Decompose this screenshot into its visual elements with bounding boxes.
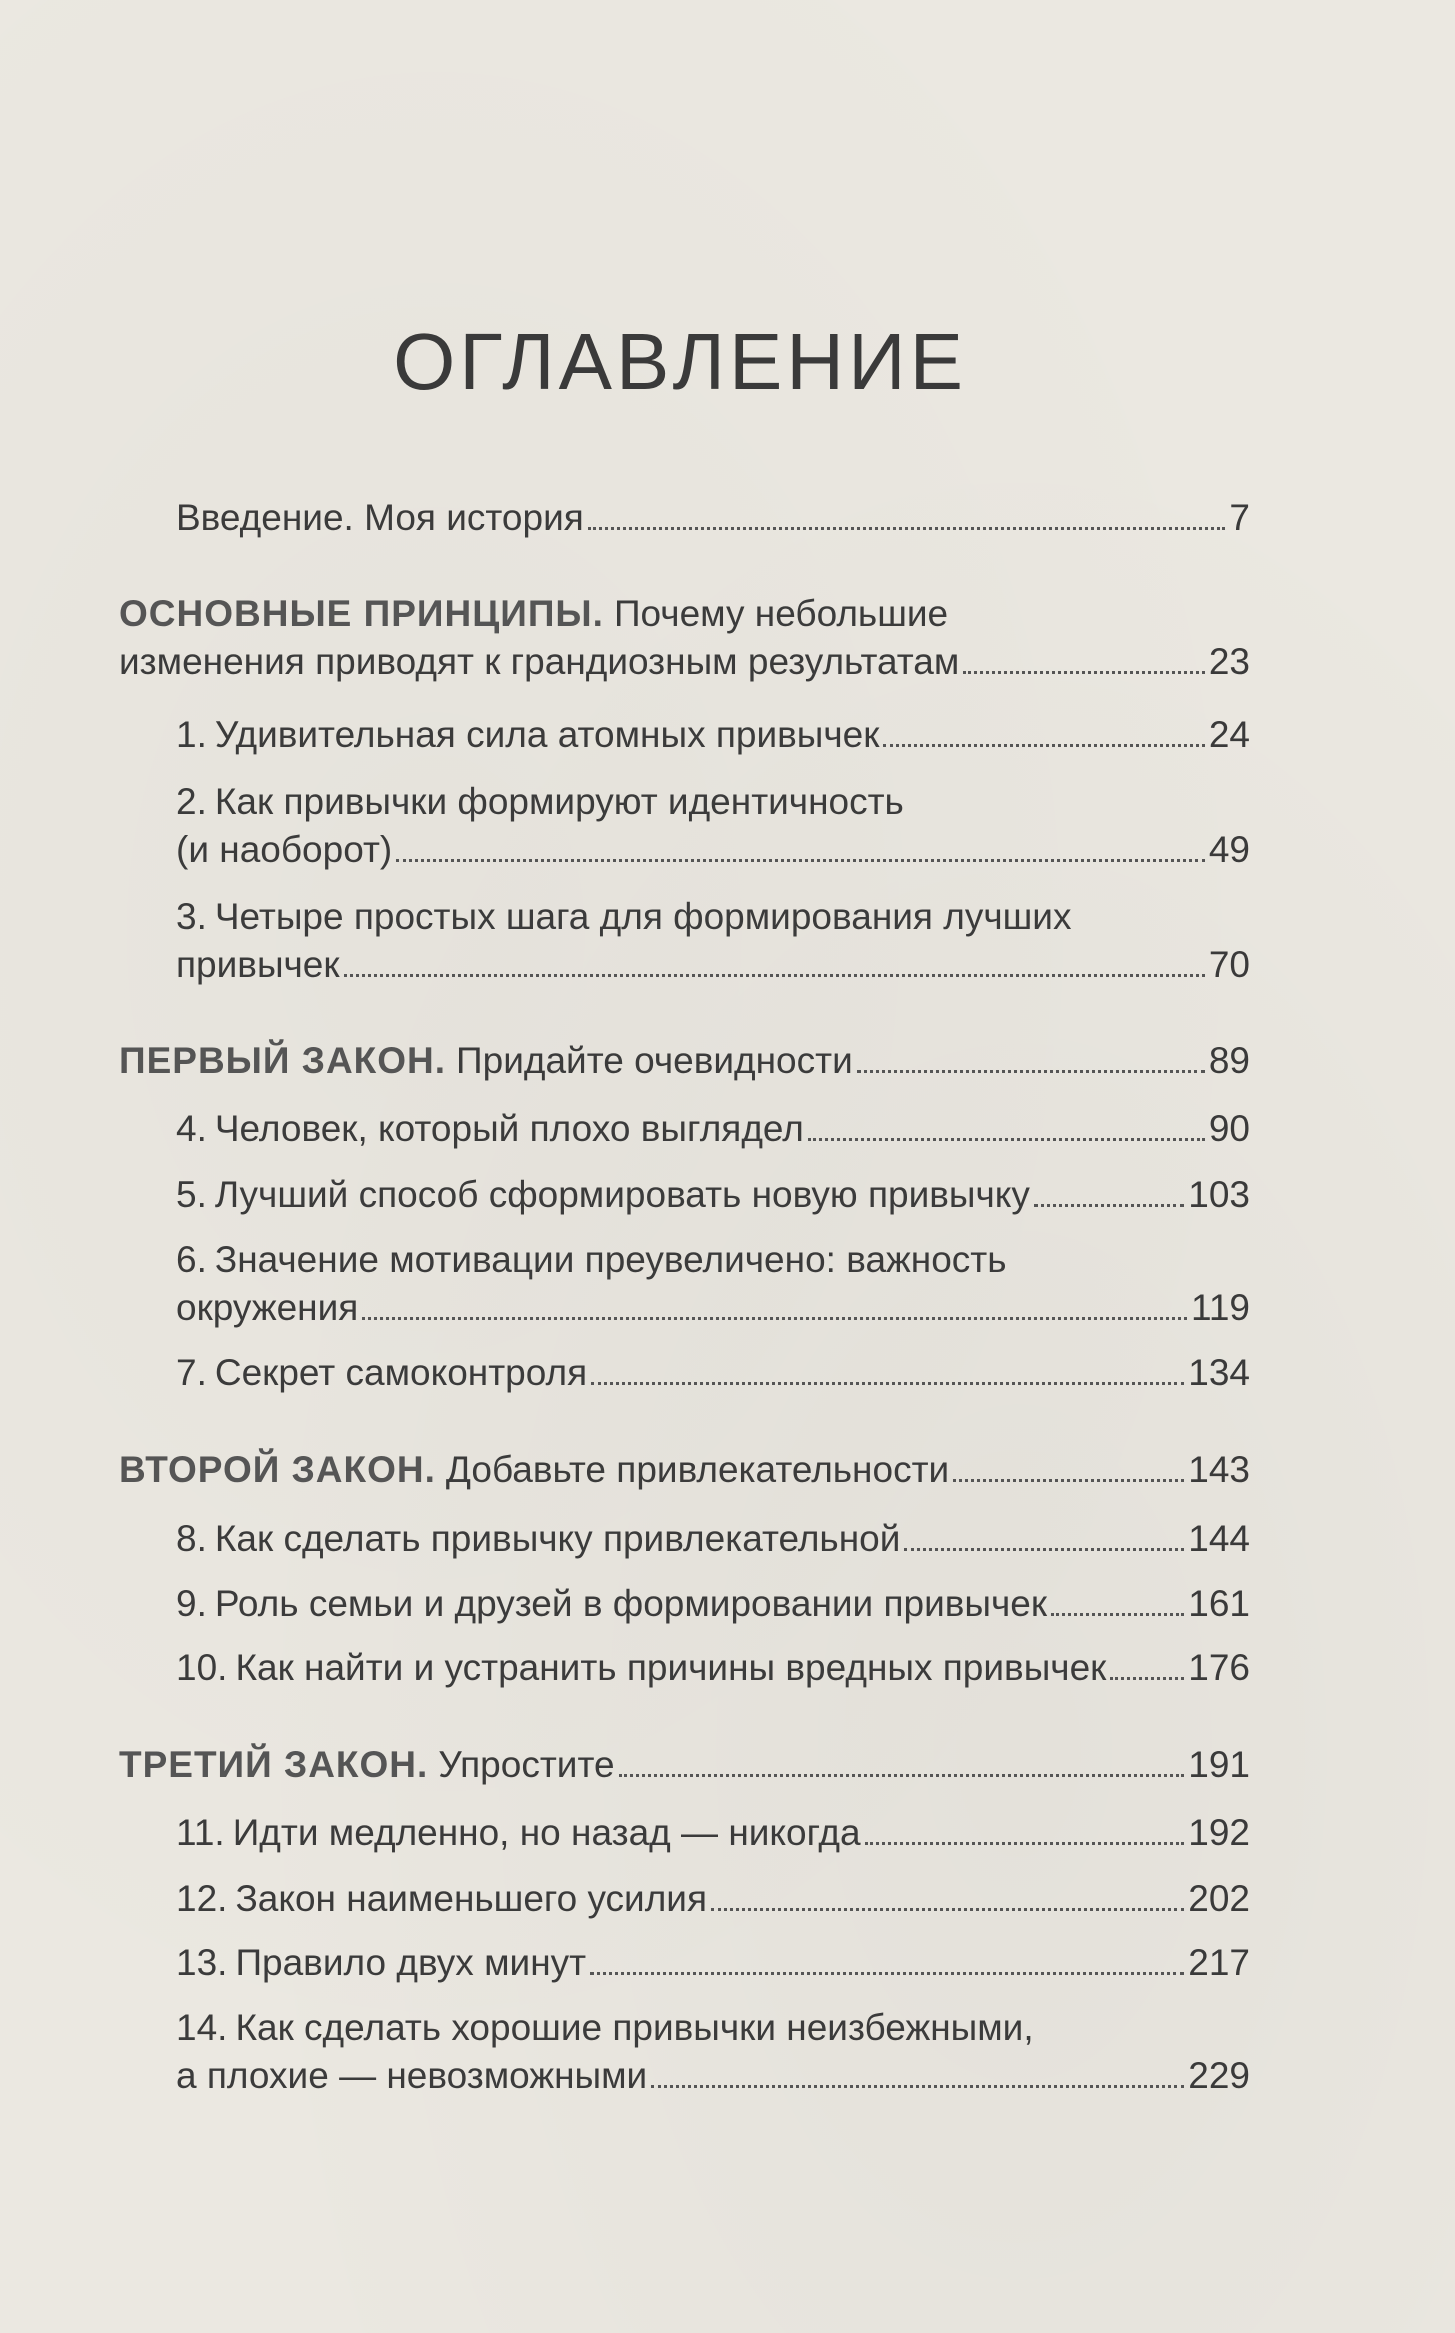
entry-title: (и наоборот) [176,829,393,870]
toc-chapter-entry[interactable] [176,1580,1250,1628]
page-number: 192 [1188,1812,1250,1853]
page-number: 23 [1208,641,1250,682]
dot-leader [857,1070,1205,1073]
entry-title: Лучший способ сформировать новую привычку [214,1174,1030,1215]
entry-title: Введение. Моя история [176,497,584,538]
toc-chapter-entry[interactable] [176,1236,1250,1332]
page-number: 176 [1188,1647,1250,1688]
part-label: ВТОРОЙ ЗАКОН. [119,1449,436,1490]
entry-title: Как привычки формируют идентичность [214,781,904,822]
dot-leader [963,671,1205,674]
toc-line [176,826,1250,874]
toc-part-entry[interactable] [119,1446,1250,1494]
entry-title: Человек, который плохо выглядел [214,1108,804,1149]
toc-line [119,638,1250,686]
chapter-number: 4. [176,1108,207,1149]
entry-title: Добавьте привлекательности [445,1449,950,1490]
toc-line [176,1939,1250,1987]
page-number: 70 [1208,944,1250,985]
toc-line [176,1236,1250,1284]
page-number: 217 [1188,1942,1250,1983]
toc-line [176,1284,1250,1332]
toc-chapter-entry[interactable] [176,2004,1250,2100]
page-number: 119 [1191,1287,1250,1328]
toc-line [176,1171,1250,1219]
toc-line [119,1037,1250,1085]
toc-chapter-entry[interactable] [176,778,1250,874]
dot-leader [883,744,1204,747]
toc-chapter-entry[interactable] [176,1171,1250,1219]
dot-leader [711,1908,1184,1911]
entry-title: Идти медленно, но назад — никогда [232,1812,861,1853]
toc-line [176,1875,1250,1923]
dot-leader [344,974,1205,977]
dot-leader [619,1774,1185,1777]
toc-line [176,1349,1250,1397]
toc-line [119,1446,1250,1494]
page-number: 229 [1188,2055,1250,2096]
toc-line [176,2004,1250,2052]
toc-chapter-entry[interactable] [176,1644,1250,1692]
toc-chapter-entry[interactable] [176,1875,1250,1923]
toc-line [176,711,1250,759]
entry-title: Придайте очевидности [456,1040,853,1081]
chapter-number: 1. [176,714,207,755]
toc-line [119,590,1250,638]
entry-title: изменения приводят к грандиозным результатам [119,641,960,682]
dot-leader [1051,1613,1184,1616]
chapter-number: 5. [176,1174,207,1215]
toc-chapter-entry[interactable] [176,1939,1250,1987]
toc-line [176,1515,1250,1563]
chapter-number: 14. [176,2007,228,2048]
entry-title: Упростите [438,1744,615,1785]
chapter-number: 12. [176,1878,228,1919]
dot-leader [362,1317,1187,1320]
page-number: 161 [1188,1583,1250,1624]
dot-leader [588,527,1226,530]
chapter-number: 3. [176,896,207,937]
part-label: ТРЕТИЙ ЗАКОН. [119,1744,429,1785]
entry-title: Как сделать хорошие привычки неизбежными, [235,2007,1034,2048]
part-label: ПЕРВЫЙ ЗАКОН. [119,1040,447,1081]
entry-title: Как найти и устранить причины вредных привычек [235,1647,1107,1688]
toc-chapter-entry[interactable] [176,711,1250,759]
toc-chapter-entry[interactable] [176,1349,1250,1397]
dot-leader [396,859,1205,862]
entry-title: Как сделать привычку привлекательной [214,1518,901,1559]
dot-leader [1034,1204,1184,1207]
dot-leader [808,1138,1205,1141]
page-number: 89 [1208,1040,1250,1081]
toc-line [176,2052,1250,2100]
page-number: 134 [1188,1352,1250,1393]
toc-line [119,1741,1250,1789]
toc-chapter-entry[interactable] [176,1105,1250,1153]
page-number: 24 [1208,714,1250,755]
page-number: 144 [1188,1518,1250,1559]
dot-leader [651,2085,1184,2088]
toc-line [176,941,1250,989]
toc-chapter-entry[interactable] [176,494,1250,542]
toc-chapter-entry[interactable] [176,1515,1250,1563]
page-number: 143 [1188,1449,1250,1490]
chapter-number: 2. [176,781,207,822]
entry-title: Секрет самоконтроля [214,1352,588,1393]
entry-title: Закон наименьшего усилия [235,1878,708,1919]
entry-title: Почему небольшие [613,593,949,634]
page-number: 103 [1188,1174,1250,1215]
chapter-number: 7. [176,1352,207,1393]
entry-title: Удивительная сила атомных привычек [214,714,880,755]
entry-title: Правило двух минут [235,1942,587,1983]
page-number: 90 [1208,1108,1250,1149]
entry-title: Роль семьи и друзей в формировании привычек [214,1583,1048,1624]
chapter-number: 10. [176,1647,228,1688]
toc-line [176,1644,1250,1692]
entry-title: Четыре простых шага для формирования лучших [214,896,1072,937]
page-number: 7 [1229,497,1250,538]
dot-leader [953,1479,1184,1482]
toc-line [176,1809,1250,1857]
toc-line [176,1580,1250,1628]
page-number: 202 [1188,1878,1250,1919]
dot-leader [1110,1677,1184,1680]
toc-chapter-entry[interactable] [176,1809,1250,1857]
dot-leader [590,1972,1184,1975]
page-title: ОГЛАВЛЕНИЕ [393,316,967,406]
part-label: ОСНОВНЫЕ ПРИНЦИПЫ. [119,593,604,634]
toc-line [176,893,1250,941]
dot-leader [591,1382,1184,1385]
entry-title: привычек [176,944,340,985]
toc-chapter-entry[interactable] [176,893,1250,989]
toc-part-entry[interactable] [119,1741,1250,1789]
dot-leader [865,1842,1185,1845]
chapter-number: 9. [176,1583,207,1624]
page-number: 49 [1208,829,1250,870]
page-number: 191 [1188,1744,1250,1785]
toc-line [176,778,1250,826]
chapter-number: 11. [176,1812,225,1853]
toc-part-entry[interactable] [119,590,1250,686]
chapter-number: 13. [176,1942,228,1983]
dot-leader [904,1548,1184,1551]
toc-line [176,494,1250,542]
chapter-number: 6. [176,1239,207,1280]
chapter-number: 8. [176,1518,207,1559]
toc-part-entry[interactable] [119,1037,1250,1085]
entry-title: Значение мотивации преувеличено: важность [214,1239,1007,1280]
entry-title: а плохие — невозможными [176,2055,648,2096]
entry-title: окружения [176,1287,359,1328]
toc-line [176,1105,1250,1153]
